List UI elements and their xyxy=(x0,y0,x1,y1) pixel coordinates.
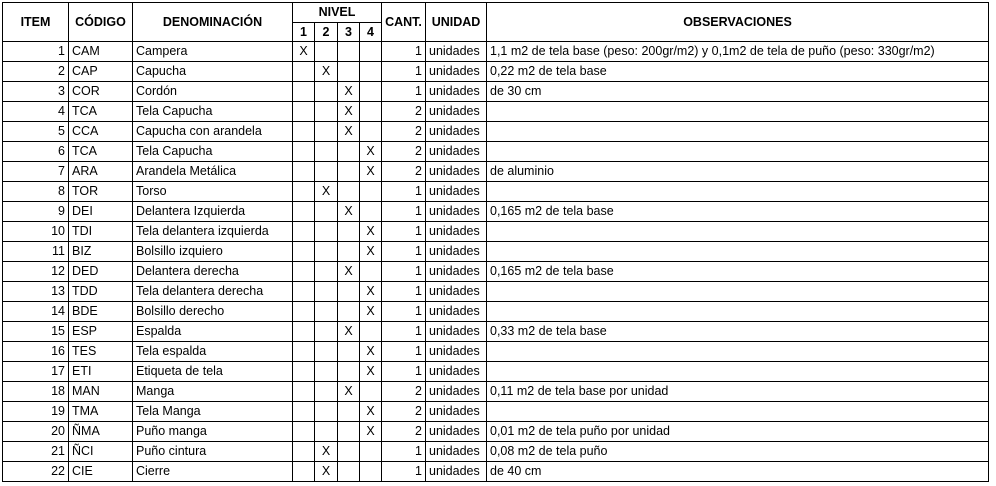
cell-nivel-2 xyxy=(315,382,338,402)
cell-nivel-4: X xyxy=(360,242,382,262)
cell-nivel-3 xyxy=(338,282,360,302)
cell-denominacion: Bolsillo derecho xyxy=(133,302,293,322)
cell-observaciones xyxy=(487,342,989,362)
cell-cant: 1 xyxy=(382,342,426,362)
cell-nivel-4 xyxy=(360,102,382,122)
cell-nivel-1 xyxy=(293,302,315,322)
cell-item: 18 xyxy=(3,382,69,402)
cell-item: 21 xyxy=(3,442,69,462)
cell-nivel-4: X xyxy=(360,362,382,382)
cell-codigo: MAN xyxy=(69,382,133,402)
table-row xyxy=(3,142,989,162)
cell-denominacion: Etiqueta de tela xyxy=(133,362,293,382)
cell-nivel-3 xyxy=(338,422,360,442)
cell-cant: 2 xyxy=(382,402,426,422)
cell-denominacion: Tela espalda xyxy=(133,342,293,362)
cell-nivel-3: X xyxy=(338,322,360,342)
table-row xyxy=(3,82,989,102)
cell-unidad: unidades xyxy=(426,362,487,382)
cell-observaciones: de 30 cm xyxy=(487,82,989,102)
cell-nivel-4 xyxy=(360,42,382,62)
cell-nivel-1 xyxy=(293,322,315,342)
cell-denominacion: Delantera Izquierda xyxy=(133,202,293,222)
cell-codigo: ETI xyxy=(69,362,133,382)
cell-codigo: BDE xyxy=(69,302,133,322)
cell-nivel-4 xyxy=(360,322,382,342)
cell-nivel-1 xyxy=(293,202,315,222)
cell-item: 15 xyxy=(3,322,69,342)
cell-nivel-1 xyxy=(293,162,315,182)
cell-unidad: unidades xyxy=(426,422,487,442)
cell-nivel-4 xyxy=(360,202,382,222)
cell-codigo: CIE xyxy=(69,462,133,482)
cell-cant: 1 xyxy=(382,82,426,102)
cell-nivel-3 xyxy=(338,142,360,162)
cell-cant: 2 xyxy=(382,142,426,162)
cell-cant: 2 xyxy=(382,162,426,182)
cell-codigo: TDI xyxy=(69,222,133,242)
table-row xyxy=(3,102,989,122)
cell-nivel-1 xyxy=(293,442,315,462)
cell-nivel-1 xyxy=(293,262,315,282)
cell-nivel-1 xyxy=(293,402,315,422)
cell-nivel-2 xyxy=(315,82,338,102)
cell-codigo: ÑMA xyxy=(69,422,133,442)
cell-codigo: TES xyxy=(69,342,133,362)
cell-codigo: BIZ xyxy=(69,242,133,262)
cell-observaciones xyxy=(487,302,989,322)
cell-nivel-2 xyxy=(315,322,338,342)
cell-item: 8 xyxy=(3,182,69,202)
cell-observaciones xyxy=(487,282,989,302)
cell-unidad: unidades xyxy=(426,202,487,222)
cell-observaciones: 0,11 m2 de tela base por unidad xyxy=(487,382,989,402)
cell-cant: 1 xyxy=(382,442,426,462)
table-body xyxy=(3,42,989,482)
cell-observaciones xyxy=(487,402,989,422)
cell-unidad: unidades xyxy=(426,442,487,462)
cell-item: 7 xyxy=(3,162,69,182)
cell-nivel-3 xyxy=(338,342,360,362)
table-row xyxy=(3,162,989,182)
cell-nivel-4 xyxy=(360,462,382,482)
cell-denominacion: Delantera derecha xyxy=(133,262,293,282)
cell-nivel-3: X xyxy=(338,262,360,282)
cell-nivel-4 xyxy=(360,122,382,142)
cell-item: 14 xyxy=(3,302,69,322)
cell-unidad: unidades xyxy=(426,462,487,482)
table-row xyxy=(3,262,989,282)
header-cant: CANT. xyxy=(382,3,426,42)
cell-codigo: CAM xyxy=(69,42,133,62)
cell-observaciones: 0,08 m2 de tela puño xyxy=(487,442,989,462)
cell-nivel-4 xyxy=(360,382,382,402)
cell-cant: 1 xyxy=(382,362,426,382)
cell-codigo: ARA xyxy=(69,162,133,182)
header-denominacion: DENOMINACIÓN xyxy=(133,3,293,42)
cell-denominacion: Puño manga xyxy=(133,422,293,442)
cell-cant: 2 xyxy=(382,422,426,442)
cell-nivel-2 xyxy=(315,402,338,422)
cell-nivel-1 xyxy=(293,182,315,202)
cell-unidad: unidades xyxy=(426,42,487,62)
cell-denominacion: Arandela Metálica xyxy=(133,162,293,182)
cell-observaciones: 0,165 m2 de tela base xyxy=(487,262,989,282)
header-nivel-2: 2 xyxy=(315,23,338,42)
cell-nivel-3 xyxy=(338,162,360,182)
cell-nivel-3 xyxy=(338,42,360,62)
cell-nivel-2: X xyxy=(315,62,338,82)
cell-nivel-2 xyxy=(315,122,338,142)
cell-cant: 1 xyxy=(382,62,426,82)
cell-nivel-2 xyxy=(315,342,338,362)
cell-denominacion: Tela Capucha xyxy=(133,102,293,122)
table-row xyxy=(3,402,989,422)
cell-nivel-3: X xyxy=(338,382,360,402)
cell-nivel-2 xyxy=(315,222,338,242)
table-row xyxy=(3,122,989,142)
cell-observaciones xyxy=(487,222,989,242)
table-row xyxy=(3,382,989,402)
cell-nivel-2 xyxy=(315,162,338,182)
cell-denominacion: Capucha con arandela xyxy=(133,122,293,142)
cell-nivel-1 xyxy=(293,362,315,382)
cell-codigo: TMA xyxy=(69,402,133,422)
cell-item: 9 xyxy=(3,202,69,222)
cell-nivel-2: X xyxy=(315,442,338,462)
table-row xyxy=(3,462,989,482)
cell-denominacion: Tela Manga xyxy=(133,402,293,422)
cell-item: 10 xyxy=(3,222,69,242)
table-row xyxy=(3,362,989,382)
cell-nivel-3 xyxy=(338,242,360,262)
cell-nivel-4 xyxy=(360,182,382,202)
cell-nivel-2 xyxy=(315,42,338,62)
cell-denominacion: Campera xyxy=(133,42,293,62)
cell-unidad: unidades xyxy=(426,402,487,422)
cell-unidad: unidades xyxy=(426,222,487,242)
cell-unidad: unidades xyxy=(426,162,487,182)
cell-unidad: unidades xyxy=(426,302,487,322)
table-row xyxy=(3,422,989,442)
table-row xyxy=(3,442,989,462)
cell-codigo: TCA xyxy=(69,102,133,122)
cell-denominacion: Torso xyxy=(133,182,293,202)
cell-unidad: unidades xyxy=(426,342,487,362)
cell-unidad: unidades xyxy=(426,102,487,122)
cell-nivel-1 xyxy=(293,102,315,122)
cell-nivel-4: X xyxy=(360,402,382,422)
cell-nivel-2 xyxy=(315,142,338,162)
cell-nivel-4 xyxy=(360,262,382,282)
cell-nivel-1 xyxy=(293,342,315,362)
header-nivel-1: 1 xyxy=(293,23,315,42)
cell-item: 22 xyxy=(3,462,69,482)
cell-item: 20 xyxy=(3,422,69,442)
cell-unidad: unidades xyxy=(426,242,487,262)
cell-cant: 2 xyxy=(382,122,426,142)
cell-cant: 1 xyxy=(382,262,426,282)
cell-nivel-1: X xyxy=(293,42,315,62)
cell-item: 1 xyxy=(3,42,69,62)
cell-nivel-3 xyxy=(338,402,360,422)
cell-nivel-1 xyxy=(293,422,315,442)
cell-cant: 2 xyxy=(382,382,426,402)
cell-item: 3 xyxy=(3,82,69,102)
cell-observaciones: 1,1 m2 de tela base (peso: 200gr/m2) y 0,1m2 de tela de puño (peso: 330gr/m2) xyxy=(487,42,989,62)
cell-observaciones xyxy=(487,142,989,162)
cell-unidad: unidades xyxy=(426,322,487,342)
cell-nivel-4 xyxy=(360,82,382,102)
header-row xyxy=(3,3,989,23)
cell-nivel-4: X xyxy=(360,162,382,182)
cell-nivel-4 xyxy=(360,62,382,82)
cell-unidad: unidades xyxy=(426,182,487,202)
cell-observaciones: 0,165 m2 de tela base xyxy=(487,202,989,222)
header-nivel-4: 4 xyxy=(360,23,382,42)
cell-cant: 1 xyxy=(382,42,426,62)
cell-nivel-4: X xyxy=(360,302,382,322)
cell-nivel-1 xyxy=(293,82,315,102)
table-row xyxy=(3,282,989,302)
cell-observaciones xyxy=(487,122,989,142)
cell-codigo: TCA xyxy=(69,142,133,162)
cell-nivel-3 xyxy=(338,362,360,382)
cell-item: 6 xyxy=(3,142,69,162)
cell-nivel-4: X xyxy=(360,422,382,442)
cell-cant: 1 xyxy=(382,222,426,242)
cell-item: 5 xyxy=(3,122,69,142)
cell-denominacion: Cierre xyxy=(133,462,293,482)
cell-denominacion: Puño cintura xyxy=(133,442,293,462)
cell-nivel-3 xyxy=(338,442,360,462)
cell-nivel-2 xyxy=(315,422,338,442)
cell-unidad: unidades xyxy=(426,62,487,82)
cell-denominacion: Cordón xyxy=(133,82,293,102)
cell-unidad: unidades xyxy=(426,282,487,302)
cell-item: 11 xyxy=(3,242,69,262)
table-row xyxy=(3,242,989,262)
cell-nivel-1 xyxy=(293,62,315,82)
cell-item: 17 xyxy=(3,362,69,382)
cell-nivel-3 xyxy=(338,462,360,482)
cell-nivel-4: X xyxy=(360,142,382,162)
cell-unidad: unidades xyxy=(426,122,487,142)
cell-nivel-1 xyxy=(293,282,315,302)
table-row xyxy=(3,202,989,222)
cell-codigo: ÑCI xyxy=(69,442,133,462)
cell-denominacion: Capucha xyxy=(133,62,293,82)
cell-item: 13 xyxy=(3,282,69,302)
cell-nivel-3: X xyxy=(338,202,360,222)
cell-cant: 1 xyxy=(382,302,426,322)
table-row xyxy=(3,42,989,62)
cell-observaciones: 0,22 m2 de tela base xyxy=(487,62,989,82)
cell-codigo: TDD xyxy=(69,282,133,302)
cell-denominacion: Tela delantera izquierda xyxy=(133,222,293,242)
header-unidad: UNIDAD xyxy=(426,3,487,42)
cell-denominacion: Tela delantera derecha xyxy=(133,282,293,302)
cell-nivel-1 xyxy=(293,122,315,142)
cell-codigo: DED xyxy=(69,262,133,282)
header-nivel-3: 3 xyxy=(338,23,360,42)
cell-codigo: COR xyxy=(69,82,133,102)
cell-nivel-1 xyxy=(293,242,315,262)
table-row xyxy=(3,322,989,342)
cell-nivel-2 xyxy=(315,102,338,122)
materials-table xyxy=(2,2,989,482)
cell-nivel-3: X xyxy=(338,122,360,142)
cell-cant: 1 xyxy=(382,462,426,482)
cell-nivel-3 xyxy=(338,302,360,322)
cell-nivel-3: X xyxy=(338,102,360,122)
cell-item: 4 xyxy=(3,102,69,122)
header-nivel: NIVEL xyxy=(293,3,382,23)
table-row xyxy=(3,342,989,362)
cell-denominacion: Manga xyxy=(133,382,293,402)
cell-nivel-2 xyxy=(315,262,338,282)
cell-codigo: ESP xyxy=(69,322,133,342)
cell-codigo: DEI xyxy=(69,202,133,222)
cell-cant: 2 xyxy=(382,102,426,122)
cell-observaciones xyxy=(487,182,989,202)
cell-unidad: unidades xyxy=(426,382,487,402)
cell-nivel-2 xyxy=(315,202,338,222)
cell-cant: 1 xyxy=(382,282,426,302)
cell-observaciones xyxy=(487,102,989,122)
table-row xyxy=(3,222,989,242)
cell-item: 19 xyxy=(3,402,69,422)
cell-denominacion: Bolsillo izquiero xyxy=(133,242,293,262)
cell-nivel-2: X xyxy=(315,182,338,202)
cell-observaciones: de 40 cm xyxy=(487,462,989,482)
cell-nivel-4 xyxy=(360,442,382,462)
cell-item: 2 xyxy=(3,62,69,82)
cell-observaciones xyxy=(487,362,989,382)
cell-nivel-2 xyxy=(315,362,338,382)
cell-cant: 1 xyxy=(382,182,426,202)
cell-codigo: CCA xyxy=(69,122,133,142)
cell-nivel-2: X xyxy=(315,462,338,482)
cell-nivel-1 xyxy=(293,382,315,402)
cell-observaciones: 0,01 m2 de tela puño por unidad xyxy=(487,422,989,442)
cell-denominacion: Espalda xyxy=(133,322,293,342)
cell-nivel-1 xyxy=(293,462,315,482)
cell-unidad: unidades xyxy=(426,142,487,162)
cell-nivel-3: X xyxy=(338,82,360,102)
cell-nivel-3 xyxy=(338,222,360,242)
header-observaciones: OBSERVACIONES xyxy=(487,3,989,42)
header-item: ITEM xyxy=(3,3,69,42)
cell-nivel-3 xyxy=(338,62,360,82)
cell-nivel-2 xyxy=(315,282,338,302)
cell-nivel-2 xyxy=(315,242,338,262)
cell-denominacion: Tela Capucha xyxy=(133,142,293,162)
cell-item: 16 xyxy=(3,342,69,362)
cell-cant: 1 xyxy=(382,202,426,222)
cell-nivel-1 xyxy=(293,142,315,162)
cell-observaciones xyxy=(487,242,989,262)
cell-unidad: unidades xyxy=(426,262,487,282)
cell-observaciones: 0,33 m2 de tela base xyxy=(487,322,989,342)
cell-nivel-4: X xyxy=(360,282,382,302)
cell-nivel-3 xyxy=(338,182,360,202)
cell-nivel-2 xyxy=(315,302,338,322)
cell-unidad: unidades xyxy=(426,82,487,102)
cell-codigo: TOR xyxy=(69,182,133,202)
cell-observaciones: de aluminio xyxy=(487,162,989,182)
table-row xyxy=(3,182,989,202)
cell-cant: 1 xyxy=(382,242,426,262)
header-codigo: CÓDIGO xyxy=(69,3,133,42)
cell-codigo: CAP xyxy=(69,62,133,82)
cell-nivel-4: X xyxy=(360,222,382,242)
cell-nivel-4: X xyxy=(360,342,382,362)
cell-nivel-1 xyxy=(293,222,315,242)
table-row xyxy=(3,62,989,82)
cell-item: 12 xyxy=(3,262,69,282)
table-row xyxy=(3,302,989,322)
cell-cant: 1 xyxy=(382,322,426,342)
